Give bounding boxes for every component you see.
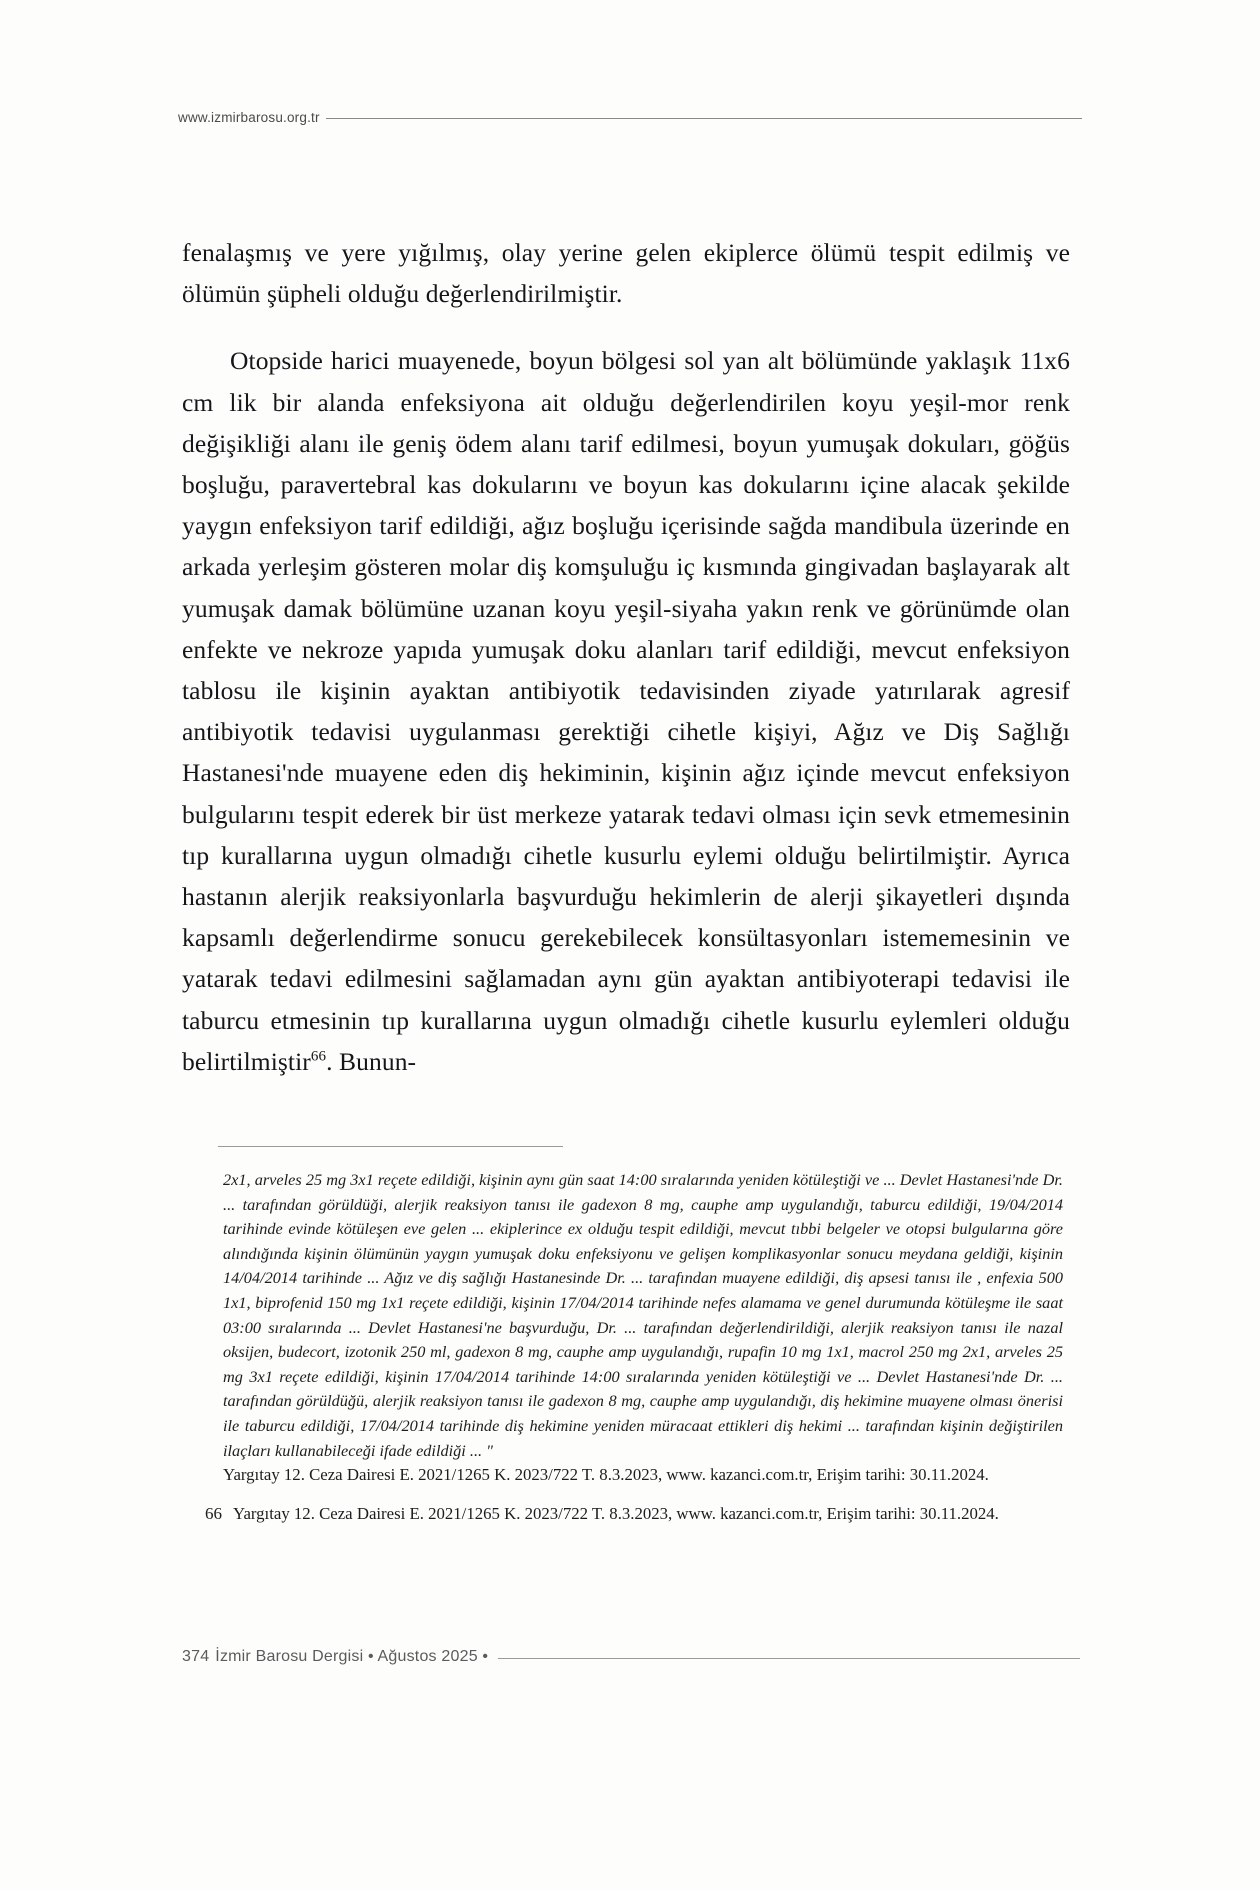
body-text xyxy=(182,232,1070,1082)
paragraph-1: fenalaşmış ve yere yığılmış, olay yerine gelen ekiplerce ölümü tespit edilmiş ve ölümün şüpheli olduğu değerlendirilmiştir. xyxy=(182,238,1070,309)
footnote-item-66 xyxy=(205,1502,1063,1527)
paragraph-2-tail: . Bunun- xyxy=(326,1046,417,1076)
page-footer xyxy=(182,1648,1080,1666)
footer-divider xyxy=(498,1658,1080,1659)
footnote-area xyxy=(205,1168,1063,1532)
footnote-continued xyxy=(205,1168,1063,1488)
footnote-number: 66 xyxy=(205,1503,222,1523)
journal-name: İzmir Barosu Dergisi • Ağustos 2025 • xyxy=(215,1648,489,1665)
footnote-continued-body: 2x1, arveles 25 mg 3x1 reçete edildiği, kişinin aynı gün saat 14:00 sıralarında yeniden kötüleştiği ve ... Devlet Hastanesi'nde Dr. ... tarafından görüldüği, alerjik reaksiyon tanısı ile gadexon 8 mg, cauphe amp uygulandığı, taburcu edildiği, 19/04/2014 tarihinde evinde kötüleşen eve gelen ... ekiplerince ex olduğu tespit edildiği, mevcut tıbbi belgeler ve otopsi bulgularına göre alındığında kişinin ölümünün yaygın yumuşak doku enfeksiyonu ve gelişen komplikasyonlar sonucu meydana geldiği, kişinin 14/04/2014 tarihinde ... Ağız ve diş sağlığı Hastanesinde Dr. ... tarafından muayene edildiği, diş apsesi tanısı ile , enfexia 500 1x1, biprofenid 150 mg 1x1 reçete edildiği, kişinin 17/04/2014 tarihinde nefes alamama ve genel durumunda kötüleşme ile saat 03:00 sıralarında ... Devlet Hastanesi'ne başvurduğu, Dr. ... tarafından değerlendirildiği, alerjik reaksiyon tanısı ile nazal oksijen, budecort, izotonik 250 ml, gadexon 8 mg, cauphe amp uygulandığı, rupafin 10 mg 1x1, macrol 250 mg 2x1, arveles 25 mg 3x1 reçete edildiği, kişinin 17/04/2014 tarihinde 14:00 sıralarında yeniden kötüleştiği ve ... Devlet Hastanesi'nde Dr. ... tarafından görüldüğü, alerjik reaksiyon tanısı ile gadexon 8 mg, cauphe amp uygulandığı, diş hekimine muayene olması önerisi ile taburcu edildiği, 17/04/2014 tarihinde diş hekimine yeniden müracaat ettikleri diş hekimi ... tarafından kişinin değiştirilen ilaçları kullanabileceği ifade edildiği ... " xyxy=(223,1170,1063,1460)
footnote-citation: Yargıtay 12. Ceza Dairesi E. 2021/1265 K. 2023/722 T. 8.3.2023, www. kazanci.com.tr, Erişim tarihi: 30.11.2024. xyxy=(233,1503,999,1523)
paragraph-2 xyxy=(182,340,1070,1082)
header-website-url: www.izmirbarosu.org.tr xyxy=(178,109,320,125)
footnote-continued-citation: Yargıtay 12. Ceza Dairesi E. 2021/1265 K. 2023/722 T. 8.3.2023, www. kazanci.com.tr, Erişim tarihi: 30.11.2024. xyxy=(223,1465,989,1485)
page-number: 374 xyxy=(182,1648,210,1665)
footer-text xyxy=(182,1648,488,1666)
header-divider xyxy=(326,118,1082,119)
footnote-marker-66: 66 xyxy=(310,1048,327,1065)
page-header xyxy=(178,108,1082,126)
footnote-separator xyxy=(218,1146,563,1147)
paragraph-2-text: Otopside harici muayenede, boyun bölgesi sol yan alt bölümünde yaklaşık 11x6 cm lik bir alanda enfeksiyona ait olduğu değerlendirilen koyu yeşil-mor renk değişikliği alanı ile geniş ödem alanı tarif edilmesi, boyun yumuşak dokuları, göğüs boşluğu, paravertebral kas dokularını ve boyun kas dokularını içine alacak şekilde yaygın enfeksiyon tarif edildiği, ağız boşluğu içerisinde sağda mandibula üzerinde en arkada yerleşim gösteren molar diş komşuluğu iç kısmında gingivadan başlayarak alt yumuşak damak bölümüne uzanan koyu yeşil-siyaha yakın renk ve görünümde olan enfekte ve nekroze yapıda yumuşak doku alanları tarif edildiği, mevcut enfeksiyon tablosu ile kişinin ayaktan antibiyotik tedavisinden ziyade yatırılarak agresif antibiyotik tedavisi uygulanması gerektiği cihetle kişiyi, Ağız ve Diş Sağlığı Hastanesi'nde muayene eden diş hekiminin, kişinin ağız içinde mevcut enfeksiyon bulgularını tespit ederek bir üst merkeze yatarak tedavi olması için sevk etmemesinin tıp kurallarına uygun olmadığı cihetle kusurlu eylemi olduğu belirtilmiştir. Ayrıca hastanın alerjik reaksiyonlarla başvurduğu hekimlerin de alerji şikayetleri dışında kapsamlı değerlendirme sonucu gerekebilecek konsültasyonları istememesinin ve yatarak tedavi edilmesini sağlamadan aynı gün ayaktan antibiyoterapi tedavisi ile taburcu etmesinin tıp kurallarına uygun olmadığı cihetle kusurlu eylemleri olduğu belirtilmiştir xyxy=(182,346,1070,1076)
